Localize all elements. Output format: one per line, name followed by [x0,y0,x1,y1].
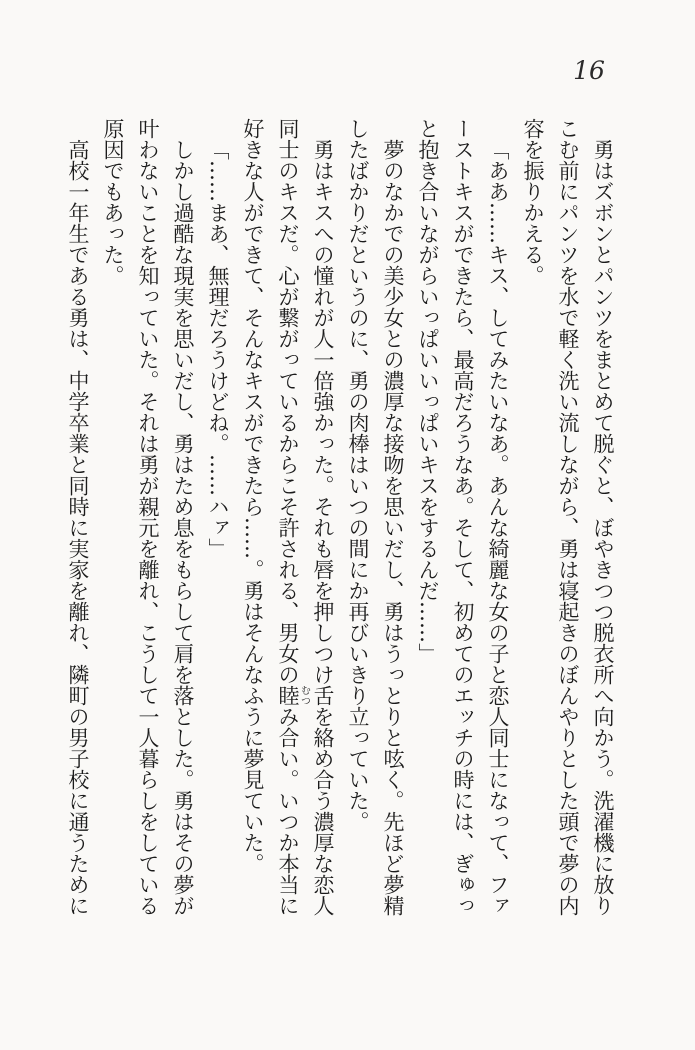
paragraph-text: み合い。いつか本当に好きな人ができて、そんなキスができたら……。勇はそんなふうに夢見ていた。 [241,118,300,916]
paragraph-text: 勇はキスへの憧れが人一倍強かった。それも唇を押しつけ舌を絡め合う濃厚な恋人同士のキスだ。心が繋がっているからこそ許される、男女の [276,118,335,916]
paragraph: しかし過酷な現実を思いだし、勇はため息をもらして肩を落とした。勇はその夢が叶わないことを知っていた。それは勇が親元を離れ、こうして一人暮らしをしている原因でもあった。 [101,118,195,916]
ruby-text: むつ [298,685,310,706]
paragraph-dialogue: 「ああ……キス、してみたいなあ。あんな綺麗な女の子と恋人同士になって、ファーストキスができたら、最高だろうなあ。そして、初めてのエッチの時には、ぎゅっと抱き合いながらいっぱいいっぱいキスをするんだ……」 [416,118,510,916]
paragraph: 夢のなかでの美少女との濃厚な接吻を思いだし、勇はうっとりと呟く。先ほど夢精したばかりだというのに、勇の肉棒はいつの間にか再びいきり立っていた。 [346,118,405,916]
text-block [58,118,620,918]
paragraph-dialogue: 「……まあ、無理だろうけどね。……ハァ」 [206,139,230,559]
ruby-base: 睦 [276,685,300,706]
ruby-annotation [276,685,310,706]
page-number: 16 [573,56,605,85]
paragraph [235,118,340,918]
paragraph: 勇はズボンとパンツをまとめて脱ぐと、ぼやきつつ脱衣所へ向かう。洗濯機に放りこむ前にパンツを水で軽く洗い流しながら、勇は寝起きのぼんやりとした頭で夢の内容を振りかえる。 [521,118,615,916]
paragraph: 高校一年生である勇は、中学卒業と同時に実家を離れ、隣町の男子校に通うために [66,139,90,916]
